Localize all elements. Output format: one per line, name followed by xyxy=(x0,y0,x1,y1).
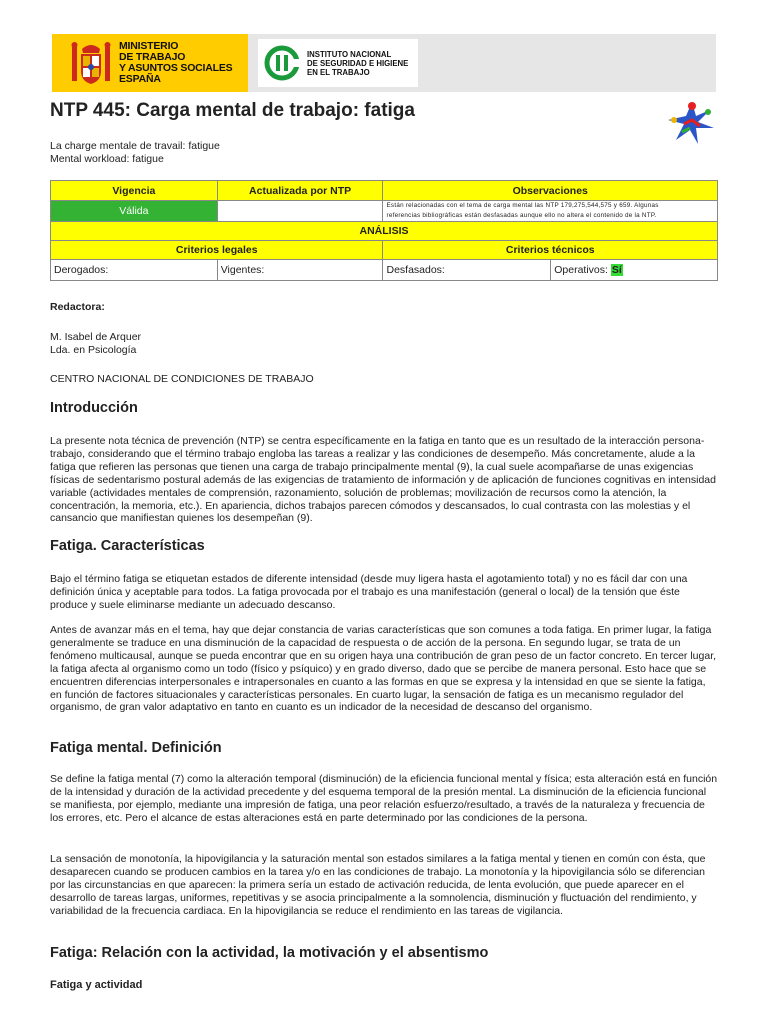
heading-relacion: Fatiga: Relación con la actividad, la motivación y el absentismo xyxy=(50,945,489,961)
operativos-cell xyxy=(551,260,718,281)
insht-logo-icon xyxy=(262,43,302,83)
author-name: M. Isabel de Arquer xyxy=(50,331,142,343)
status-value-row xyxy=(51,201,718,222)
alternate-titles xyxy=(50,140,220,166)
actualizada-value xyxy=(217,201,383,222)
observaciones-line: referencias bibliográficas están desfasadas aunque ello no altera el contenido de la NTP. xyxy=(386,212,657,219)
subtitle-english: Mental workload: fatigue xyxy=(50,153,164,165)
institute-line: DE SEGURIDAD E HIGIENE xyxy=(307,58,409,68)
heading-fatiga-mental: Fatiga mental. Definición xyxy=(50,740,222,756)
vigentes-cell: Vigentes: xyxy=(217,260,383,281)
heading-introduccion: Introducción xyxy=(50,400,138,416)
ministry-line: MINISTERIO xyxy=(119,40,179,52)
desfasados-cell: Desfasados: xyxy=(383,260,551,281)
author-label: Redactora: xyxy=(50,301,105,313)
mascot-figure-icon xyxy=(662,98,722,146)
page-title: NTP 445: Carga mental de trabajo: fatiga xyxy=(50,100,415,121)
author-center: CENTRO NACIONAL DE CONDICIONES DE TRABAJO xyxy=(50,373,314,385)
institute-name xyxy=(307,50,408,77)
paragraph-mental-1: Se define la fatiga mental (7) como la alteración temporal (disminución) de la eficiencia funcional mental y física; esta alteración está en función de la intensidad y duración de la actividad precedente y del esquema temporal de la presión mental. La disminución de la eficiencia funcional se manifiesta, por ejemplo, mediante una impresión de fatiga, una peor relación esfuerzo/resultado, a través de la naturaleza y frecuencia de los errores, etc. Pero el alcance de estas alteraciones está en parte determinado por las condiciones de la persona. xyxy=(50,773,718,824)
ministry-logo-block[interactable] xyxy=(52,34,248,92)
paragraph-introduccion: La presente nota técnica de prevención (NTP) se centra específicamente en la fatiga en tanto que es un resultado de la interacción persona-trabajo, considerando que el término trabajo engloba las tareas a realizar y las condiciones de desempeño. Más concretamente, alude a la fatiga que refieren las personas que tienen una carga de trabajo principalmente mental (9), la cual suele acompañarse de unas exigencias físicas de sedentarismo postural además de las exigencias de tratamiento de información y de aplicación de funciones cognitivas en intensidad variable (actividades mentales de comprensión, razonamiento, solución de problemas; movilización de recursos como la atención, la concentración, la memoria, etc.). En apariencia, dichos trabajos parecen cómodos y descansados, lo cual contrasta con las molestias y el cansancio que manifiestan quienes los desempeñan (9). xyxy=(50,435,716,525)
analisis-header: ANÁLISIS xyxy=(51,222,718,241)
heading-fatiga-actividad: Fatiga y actividad xyxy=(50,979,143,991)
institute-line: EN EL TRABAJO xyxy=(307,67,370,77)
col-header-observaciones: Observaciones xyxy=(383,181,718,201)
ministry-name xyxy=(119,41,232,85)
observaciones-value xyxy=(383,201,718,222)
institute-logo-block[interactable] xyxy=(258,39,418,87)
ministry-line: DE TRABAJO xyxy=(119,51,186,63)
col-header-actualizada: Actualizada por NTP xyxy=(217,181,383,201)
paragraph-mental-2: La sensación de monotonía, la hipovigilancia y la saturación mental son estados similares a la fatiga mental y tienen en común con ésta, que desaparecen cuando se producen cambios en la tarea y/o en las condiciones de trabajo. La monotonía y la hipovigilancia sólo se diferencian por las circunstancias en que aparecen: la primera sería un estado de activación reducida, de lenta evolución, que puede aparecer en el desarrollo de tareas largas, uniformes, repetitivas y se asocia principalmente a la somnolencia, disminución y fluctuación del rendimiento, y variabilidad de la frecuencia cardiaca. En la hipovigilancia se reduce el rendimiento en las tareas de vigilancia. xyxy=(50,853,706,917)
paragraph-fatiga-2: Antes de avanzar más en el tema, hay que dejar constancia de varias características que son comunes a toda fatiga. En primer lugar, la fatiga generalmente se traduce en una disminución de la capacidad de respuesta o de acción de la persona. En segundo lugar, se trata de un fenómeno multicausal, aunque se pueda encontrar que en su origen haya una contribución de gran peso de un factor concreto. En tercer lugar, la fatiga afecta al organismo como un todo (físico y psíquico) y en grado diverso, dado que se percibe de manera personal. Esto hace que se encuentren diferencias interpersonales e intrapersonales en cuanto a las formas en que se expresa y la intensidad en que se siente la fatiga, en función de factores situacionales y características personales. En cuarto lugar, la sensación de fatiga es un mecanismo regulador del organismo, de gran valor adaptativo en tanto en cuanto es un indicador de la necesidad de descanso del organismo. xyxy=(50,624,717,714)
ministry-line: Y ASUNTOS SOCIALES xyxy=(119,62,233,74)
header-banner xyxy=(52,34,716,92)
operativos-value: Sí xyxy=(611,264,622,276)
paragraph-fatiga-1: Bajo el término fatiga se etiquetan estados de diferente intensidad (desde muy ligera hasta el agotamiento total) y no es fácil dar con una definición única y aceptable para todos. La fatiga provocada por el trabajo es una manifestación (general o local) de la tensión que éste produce y suele eliminarse mediante un adecuado descanso. xyxy=(50,573,688,611)
status-table xyxy=(50,180,718,281)
institute-line: INSTITUTO NACIONAL xyxy=(307,49,392,59)
derogados-cell: Derogados: xyxy=(51,260,218,281)
vigencia-value: Válida xyxy=(51,201,218,222)
criterios-row xyxy=(51,260,718,281)
author-title: Lda. en Psicología xyxy=(50,344,137,356)
col-header-vigencia: Vigencia xyxy=(51,181,218,201)
heading-fatiga-caracteristicas: Fatiga. Características xyxy=(50,538,205,554)
subtitle-french: La charge mentale de travail: fatigue xyxy=(50,140,220,152)
operativos-label: Operativos: xyxy=(554,264,608,276)
criterios-legales-header: Criterios legales xyxy=(51,241,383,260)
author-info xyxy=(50,331,141,357)
criterios-tecnicos-header: Criterios técnicos xyxy=(383,241,718,260)
ministry-line: ESPAÑA xyxy=(119,73,161,85)
status-header-row xyxy=(51,181,718,201)
observaciones-line: Están relacionadas con el tema de carga mental las NTP 179,275,544,575 y 659. Algunas xyxy=(386,202,659,209)
coat-of-arms-icon xyxy=(70,39,112,87)
